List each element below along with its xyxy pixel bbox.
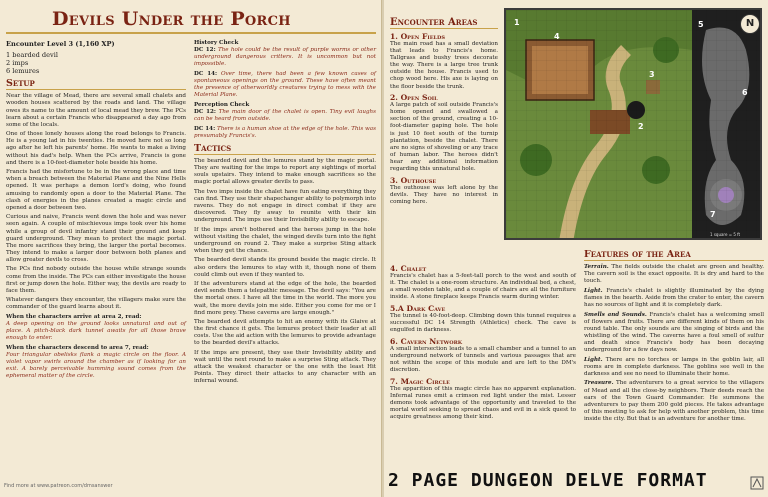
setup-p1: Near the village of Mead, there are several small chalets and wooden houses scattered by the roads and land. The village owes its name to the amount of local mead they brew. The PCs learn about a certain Francis who disappeared a day ago from some of the locals. xyxy=(6,93,186,128)
setup-p5: The PCs find nobody outside the house while strange sounds come from the inside. The PCs can either investigate the house first or jump down the hole. Either way, the devils are ready to face them. xyxy=(6,266,186,294)
corner-logo-icon xyxy=(750,476,764,490)
area-1-title: 1. Open Fields xyxy=(390,32,445,41)
encounter-areas-column-lower xyxy=(390,262,576,424)
map-label-2: 2 xyxy=(638,122,644,131)
compass-icon xyxy=(740,14,760,34)
read-area-7-text: Four triangular obelisks flank a magic circle on the floor. A violet vapor swirls around the chamber as if looking for an exit. A barely perceivable humming sound comes from the ephemeral matter of the circle. xyxy=(6,352,186,380)
perception-dc14-label: DC 14: xyxy=(194,125,216,132)
perception-dc12-text: The main door of the chalet is open. Tiny evil laughs can be heard from outside. xyxy=(194,108,376,122)
left-column-2 xyxy=(194,40,376,388)
features-heading: Features of the Area xyxy=(584,249,764,261)
monster-3: 6 lemures xyxy=(6,67,40,76)
history-dc14-text: Over time, there had been a few known cases of spontaneous openings on the ground. These have often meant the presence of otherworldly creatures trying to mess with the Material Plane. xyxy=(194,70,376,99)
read-area-2-lead: When the characters arrive at area 2, read: xyxy=(6,314,142,321)
feature-light-lead: Light. xyxy=(584,287,603,294)
setup-p6: Whatever dangers they encounter, the villagers make sure the commander of the guard learns about it. xyxy=(6,297,186,311)
monster-1: 1 bearded devil xyxy=(6,50,59,59)
feature-smells-lead: Smells and Sounds. xyxy=(584,311,647,318)
perception-dc12-label: DC 12: xyxy=(194,108,216,115)
area-3-title: 3. Outhouse xyxy=(390,175,437,185)
map-illustration xyxy=(506,10,762,240)
footer-link[interactable]: Find more at www.patreon.com/dmsanswer xyxy=(4,483,113,489)
area-5-text: The tunnel is 40-foot-deep. Climbing down this tunnel requires a successful DC 14 Strength (Athletics) check. The cave is engulfed in darkness. xyxy=(390,312,576,334)
area-7-title: 7. Magic Circle xyxy=(390,376,450,386)
page-title: Devils Under the Porch xyxy=(52,8,291,30)
feature-terrain-text: The fields outside the chalet are green and healthy. The cavern soil is the exact opposite. It is dry and hard to the touch. xyxy=(584,264,764,285)
tactics-p1: The bearded devil and the lemures stand by the magic portal. They are waiting for the imps to report any sightings of mortal souls upstairs. They intend to make enough sacrifices so the magic portal allows greater devils to pass. xyxy=(194,157,376,185)
map-scale: 1 square = 5 ft xyxy=(710,232,741,237)
area-6-title: 6. Cavern Network xyxy=(390,336,463,346)
feature-light-2-text: There are no torches or lamps in the goblin lair, all rooms are in complete darkness. The goblins see well in the darkness and see no need to illuminate their home. xyxy=(584,356,764,377)
read-area-2-text: A deep opening on the ground looks unnatural and out of place. A pitch-black dark tunnel awaits for all those brave enough to enter. xyxy=(6,321,186,342)
setup-p4: Curious and naive, Francis went down the hole and was never seen again. A couple of mischievous imps took over his home while a group of devil infantry stand their ground and keep guard underground. They mean to protect the magic portal. The more sacrifices they bring, the larger the portal becomes. They intend to make a larger door between both planes and allow greater devils to cross. xyxy=(6,214,186,263)
map-label-6: 6 xyxy=(742,88,748,97)
right-page xyxy=(384,0,768,497)
perception-dc14-text: There is a human shoe at the edge of the hole. This was presumably Francis's. xyxy=(194,125,376,139)
feature-terrain-lead: Terrain. xyxy=(584,264,609,270)
map-label-4: 4 xyxy=(554,32,560,41)
features-column xyxy=(584,246,764,425)
area-7-text: The apparition of this magic circle has no apparent explanation. Infernal runes emit a crimson red light under the mist. Lesser demons took advantage of the opportunity and traveled to the mortal world seeking to spread chaos and evil in a sick quest to acquire greatness among their kind. xyxy=(390,385,576,420)
area-2-text: A large patch of soil outside Francis's home opened and swallowed a section of the ground, creating a 10-foot-diameter gaping hole. The hole is just 10 feet south of the turnip plantation, beside the chalet. There are no signs of shoveling or any trace of human labor. The heroes didn't hear any additional information regarding this unnatural hole. xyxy=(390,102,498,172)
perception-check-heading: Perception Check xyxy=(194,101,250,108)
map-label-5: 5 xyxy=(698,20,704,29)
map-label-3: 3 xyxy=(649,70,655,79)
history-dc12-label: DC 12: xyxy=(194,47,216,54)
feature-treasure-text: The adventurers to a great service to the villagers of Mead and all the close-by neighbors. Their deeds reach the ears of the Town Guard Commander. He summons the adventurers to pay them 200 gold pieces. He takes advantage of this meeting to ask for help with another problem, this time inside the city. But that is an adventure for another time. xyxy=(584,380,764,422)
monster-2: 2 imps xyxy=(6,58,29,67)
map-label-7: 7 xyxy=(710,210,716,219)
area-5-title: 5.A Dark Cave xyxy=(390,303,446,313)
setup-p3: Francis had the misfortune to be in the wrong place and time when a breach between the Material Plane and the Nine Hells opened. It was perhaps a demon lord's doing, who found amusing to randomly open a door to the Material Plane. The clash of energies in the planes created a magic circle and opened a door between two. xyxy=(6,169,186,211)
area-4-text: Francis's chalet has a 5-feet-tall porch to the west and south of it. The chalet is a one-room structure. An individual bed, a chest, a small wooden table, and a couple of chairs are all the furniture inside. A stone fireplace keeps Francis warm during winter. xyxy=(390,273,576,301)
tactics-p3: If the imps aren't bothered and the heroes jump in the hole without visiting the chalet, the winged devils turn into the fight underground on round 2. They make a surprise Sting attack when they get the chance. xyxy=(194,226,376,254)
feature-treasure-lead: Treasure. xyxy=(584,380,614,387)
area-4-title: 4. Chalet xyxy=(390,264,427,273)
compass-letter: N xyxy=(745,18,755,29)
area-3-text: The outhouse was left alone by the devils. They have no interest in coming here. xyxy=(390,184,498,205)
feature-smells-text: Francis's chalet has a welcoming smell of flowers and fruits. There are different kinds of them on his round table. The only sounds are the singing of birds and the whistling of the wind. The caverns have a foul smell of sulfur and death since Francis's body has been decaying underground for a few days now. xyxy=(584,311,765,354)
area-2-title: 2. Open Soil xyxy=(390,93,438,103)
map-label-1: 1 xyxy=(514,18,520,27)
tactics-p6: The bearded devil attempts to hit an enemy with its Glaive at the first chance it gets. The lemures protect their leader at all costs. Use the aid action with the lemures to provide advantage to the bearded devil's attacks. xyxy=(194,319,376,347)
encounter-level: Encounter Level 3 (1,160 XP) xyxy=(6,40,115,48)
left-page xyxy=(0,0,382,497)
history-check-heading: History Check xyxy=(194,40,239,46)
area-6-text: A small intersection leads to a small chamber and a tunnel to an underground network of tunnels and various passages that are not within the scope of this module and are left to the DM's discretion. xyxy=(390,345,576,373)
encounter-areas-column xyxy=(390,14,498,208)
format-banner: 2 PAGE DUNGEON DELVE FORMAT xyxy=(388,470,708,491)
feature-light-2-lead: Light. xyxy=(584,356,603,363)
area-1-text: The main road has a small deviation that leads to Francis's home. Tallgrass and bushy trees decorate the way. There is a large tree trunk outside the house. Francis used to chop wood here. His axe is laying on the floor beside the trunk. xyxy=(390,41,498,90)
tactics-p5: If the adventurers stand at the edge of the hole, the bearded devil sends them a telepathic message. The devil says: "You are the mortal ones. I have all the time in the world. The more you wait, the more devils join me side. Either you come for me or I find more prey. These caverns are large enough." xyxy=(194,281,376,316)
history-dc12-text: The hole could be the result of purple worms or other underground dangerous critters. It is uncommon but not impossible. xyxy=(194,47,376,68)
battle-map xyxy=(504,8,762,240)
tactics-p7: If the imps are present, they use their Invisibility ability and wait until the next round to make a surprise Sting attack. They attack the weakest character or the one with the least Hit Points. They direct their attacks to any character with an infernal wound. xyxy=(194,350,376,385)
left-column-1 xyxy=(6,40,186,383)
tactics-p2: The two imps inside the chalet have fun eating everything they can find. They use their shapechanger ability to polymorph into ravens. They do not engage in direct combat if they are discovered. They fly away to reunite with their kin underground. The imps use their Invisibility ability to escape. xyxy=(194,188,376,223)
history-dc14-label: DC 14: xyxy=(194,70,218,77)
setup-heading: Setup xyxy=(6,78,186,90)
title-rule xyxy=(6,32,376,34)
feature-light-text: Francis's chalet is slightly illuminated by the dying flames in the hearth. Aside from the crater to enter, the cavern has no sources of light and it is completely dark. xyxy=(584,287,764,308)
tactics-heading: Tactics xyxy=(194,143,376,155)
read-area-7-lead: When the characters descend to area 7, read: xyxy=(6,344,149,351)
tactics-p4: The bearded devil stands its ground beside the magic circle. It also orders the lemures to stay with it, though none of them could climb out even if they wanted to. xyxy=(194,257,376,278)
setup-p2: One of those lonely houses along the road belongs to Francis. He is a young lad in his twenties. He moved here not so long ago after he left his parents' home. He wants to make a living without his dad's help. When the PCs arrive, Francis is gone and there is a 10-feet-diameter hole beside his home. xyxy=(6,131,186,166)
encounter-areas-heading: Encounter Areas xyxy=(390,17,498,29)
